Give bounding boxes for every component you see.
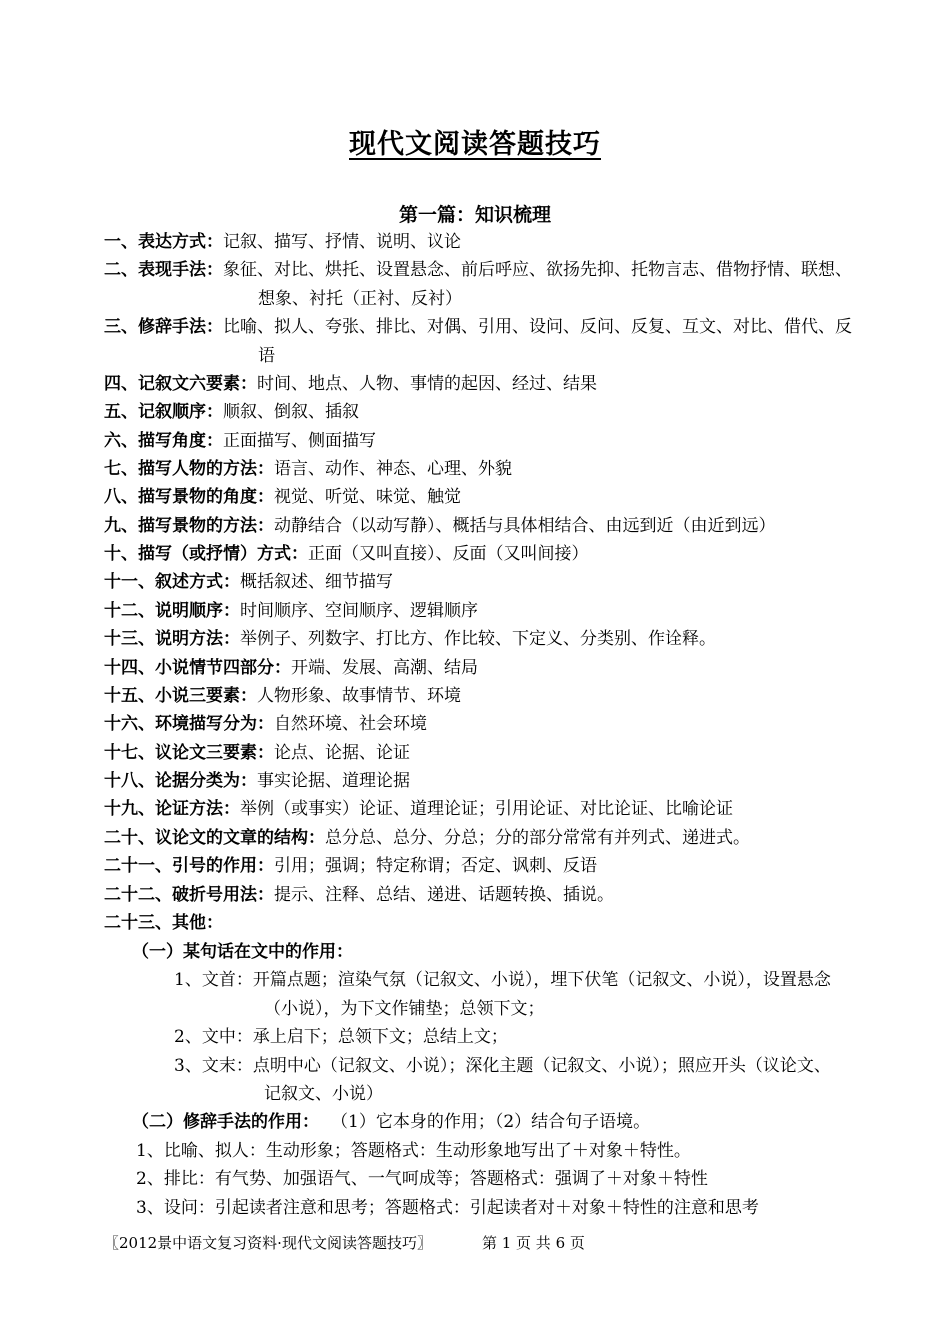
list-item [104, 881, 874, 909]
item-text: 顺叙、倒叙、插叙 [223, 402, 359, 422]
item-label: 五、记叙顺序： [104, 402, 223, 422]
item-text: 语言、动作、神态、心理、外貌 [274, 459, 512, 479]
item-continuation: 想象、衬托（正衬、反衬） [258, 289, 462, 309]
page-title: 现代文阅读答题技巧 [349, 129, 601, 160]
item-label: 六、描写角度： [104, 431, 223, 451]
item-text: 总分总、总分、分总；分的部分常常有并列式、递进式。 [325, 828, 750, 848]
list-item [104, 228, 874, 256]
item-text: 时间顺序、空间顺序、逻辑顺序 [240, 601, 478, 621]
item-continuation: 记叙文、小说） [264, 1084, 383, 1104]
item-text: 事实论据、道理论据 [257, 771, 410, 791]
item-continuation: （小说），为下文作铺垫；总领下文； [264, 999, 545, 1019]
list-item: 3、设问：引起读者注意和思考；答题格式：引起读者对＋对象＋特性的注意和思考 [136, 1198, 759, 1218]
page-number: 第 1 页 共 6 页 [481, 1234, 585, 1252]
item-label: 十一、叙述方式： [104, 572, 240, 592]
list-item [104, 455, 874, 483]
footer-source: 〖2012景中语文复习资料·现代文阅读答题技巧〗 [104, 1234, 432, 1252]
item-text: 自然环境、社会环境 [274, 714, 427, 734]
item-text: 人物形象、故事情节、环境 [257, 686, 461, 706]
list-item: 1、文首：开篇点题；渲染气氛（记叙文、小说），埋下伏笔（记叙文、小说），设置悬念 [174, 970, 831, 990]
item-text: 记叙、描写、抒情、说明、议论 [223, 232, 461, 252]
item-label: 三、修辞手法： [104, 317, 223, 337]
item-text: 提示、注释、总结、递进、话题转换、插说。 [274, 885, 614, 905]
list-item [104, 370, 874, 398]
item-label: 七、描写人物的方法： [104, 459, 274, 479]
item-text: 开端、发展、高潮、结局 [291, 658, 478, 678]
item-label: 二十三、其他： [104, 913, 223, 933]
list-item [104, 597, 874, 625]
list-item [104, 398, 874, 426]
item-label: 一、表达方式： [104, 232, 223, 252]
list-item [104, 824, 874, 852]
item-label: 十三、说明方法： [104, 629, 240, 649]
list-item [104, 710, 874, 738]
item-text: 正面描写、侧面描写 [223, 431, 376, 451]
item-label: 九、描写景物的方法： [104, 516, 274, 536]
subsection-heading: （一）某句话在文中的作用： [132, 942, 353, 962]
list-item [104, 625, 874, 653]
list-item [104, 795, 874, 823]
item-label: 二、表现手法： [104, 260, 223, 280]
list-item [104, 909, 874, 937]
item-text: 举例（或事实）论证、道理论证；引用论证、对比论证、比喻论证 [240, 799, 733, 819]
item-label: 十、描写（或抒情）方式： [104, 544, 308, 564]
list-item [104, 483, 874, 511]
item-text: 引用；强调；特定称谓；否定、讽刺、反语 [274, 856, 597, 876]
list-item [104, 568, 874, 596]
list-item: 1、比喻、拟人：生动形象；答题格式：生动形象地写出了＋对象＋特性。 [136, 1141, 691, 1161]
list-item [104, 852, 874, 880]
list-item: 3、文末：点明中心（记叙文、小说）；深化主题（记叙文、小说）；照应开头（议论文、 [174, 1056, 831, 1076]
item-text: 论点、论据、论证 [274, 743, 410, 763]
item-label: 十四、小说情节四部分： [104, 658, 291, 678]
item-label: 十五、小说三要素： [104, 686, 257, 706]
item-label: 十八、论据分类为： [104, 771, 257, 791]
list-item [104, 313, 874, 341]
subsection-line [132, 1108, 650, 1136]
list-item: 2、文中：承上启下；总领下文；总结上文； [174, 1027, 508, 1047]
list-item [104, 739, 874, 767]
item-text: 象征、对比、烘托、设置悬念、前后呼应、欲扬先抑、托物言志、借物抒情、联想、 [223, 260, 852, 280]
item-label: 十九、论证方法： [104, 799, 240, 819]
page-footer [104, 1232, 585, 1253]
list-item [104, 512, 874, 540]
item-label: 二十、议论文的文章的结构： [104, 828, 325, 848]
item-continuation: 语 [258, 346, 275, 366]
list-item [104, 682, 874, 710]
item-text: 视觉、听觉、味觉、触觉 [274, 487, 461, 507]
item-text: 比喻、拟人、夸张、排比、对偶、引用、设问、反问、反复、互文、对比、借代、反 [223, 317, 852, 337]
item-text: 动静结合（以动写静）、概括与具体相结合、由远到近（由近到远） [274, 516, 776, 536]
section-heading: 第一篇：知识梳理 [398, 204, 551, 226]
item-label: 二十二、破折号用法： [104, 885, 274, 905]
item-text: 正面（又叫直接）、反面（又叫间接） [308, 544, 589, 564]
list-item [104, 767, 874, 795]
subsection-text: （1）它本身的作用；（2）结合句子语境。 [331, 1112, 651, 1132]
list-item [104, 427, 874, 455]
list-item: 2、排比：有气势、加强语气、一气呵成等；答题格式：强调了＋对象＋特性 [136, 1169, 708, 1189]
item-label: 二十一、引号的作用： [104, 856, 274, 876]
item-text: 时间、地点、人物、事情的起因、经过、结果 [257, 374, 597, 394]
item-label: 八、描写景物的角度： [104, 487, 274, 507]
item-text: 举例子、列数字、打比方、作比较、下定义、分类别、作诠释。 [240, 629, 716, 649]
item-label: 四、记叙文六要素： [104, 374, 257, 394]
list-item [104, 540, 874, 568]
item-label: 十七、议论文三要素： [104, 743, 274, 763]
subsection-heading: （二）修辞手法的作用： [132, 1112, 319, 1132]
item-label: 十二、说明顺序： [104, 601, 240, 621]
list-item [104, 654, 874, 682]
item-label: 十六、环境描写分为： [104, 714, 274, 734]
item-text: 概括叙述、细节描写 [240, 572, 393, 592]
list-item [104, 256, 874, 284]
